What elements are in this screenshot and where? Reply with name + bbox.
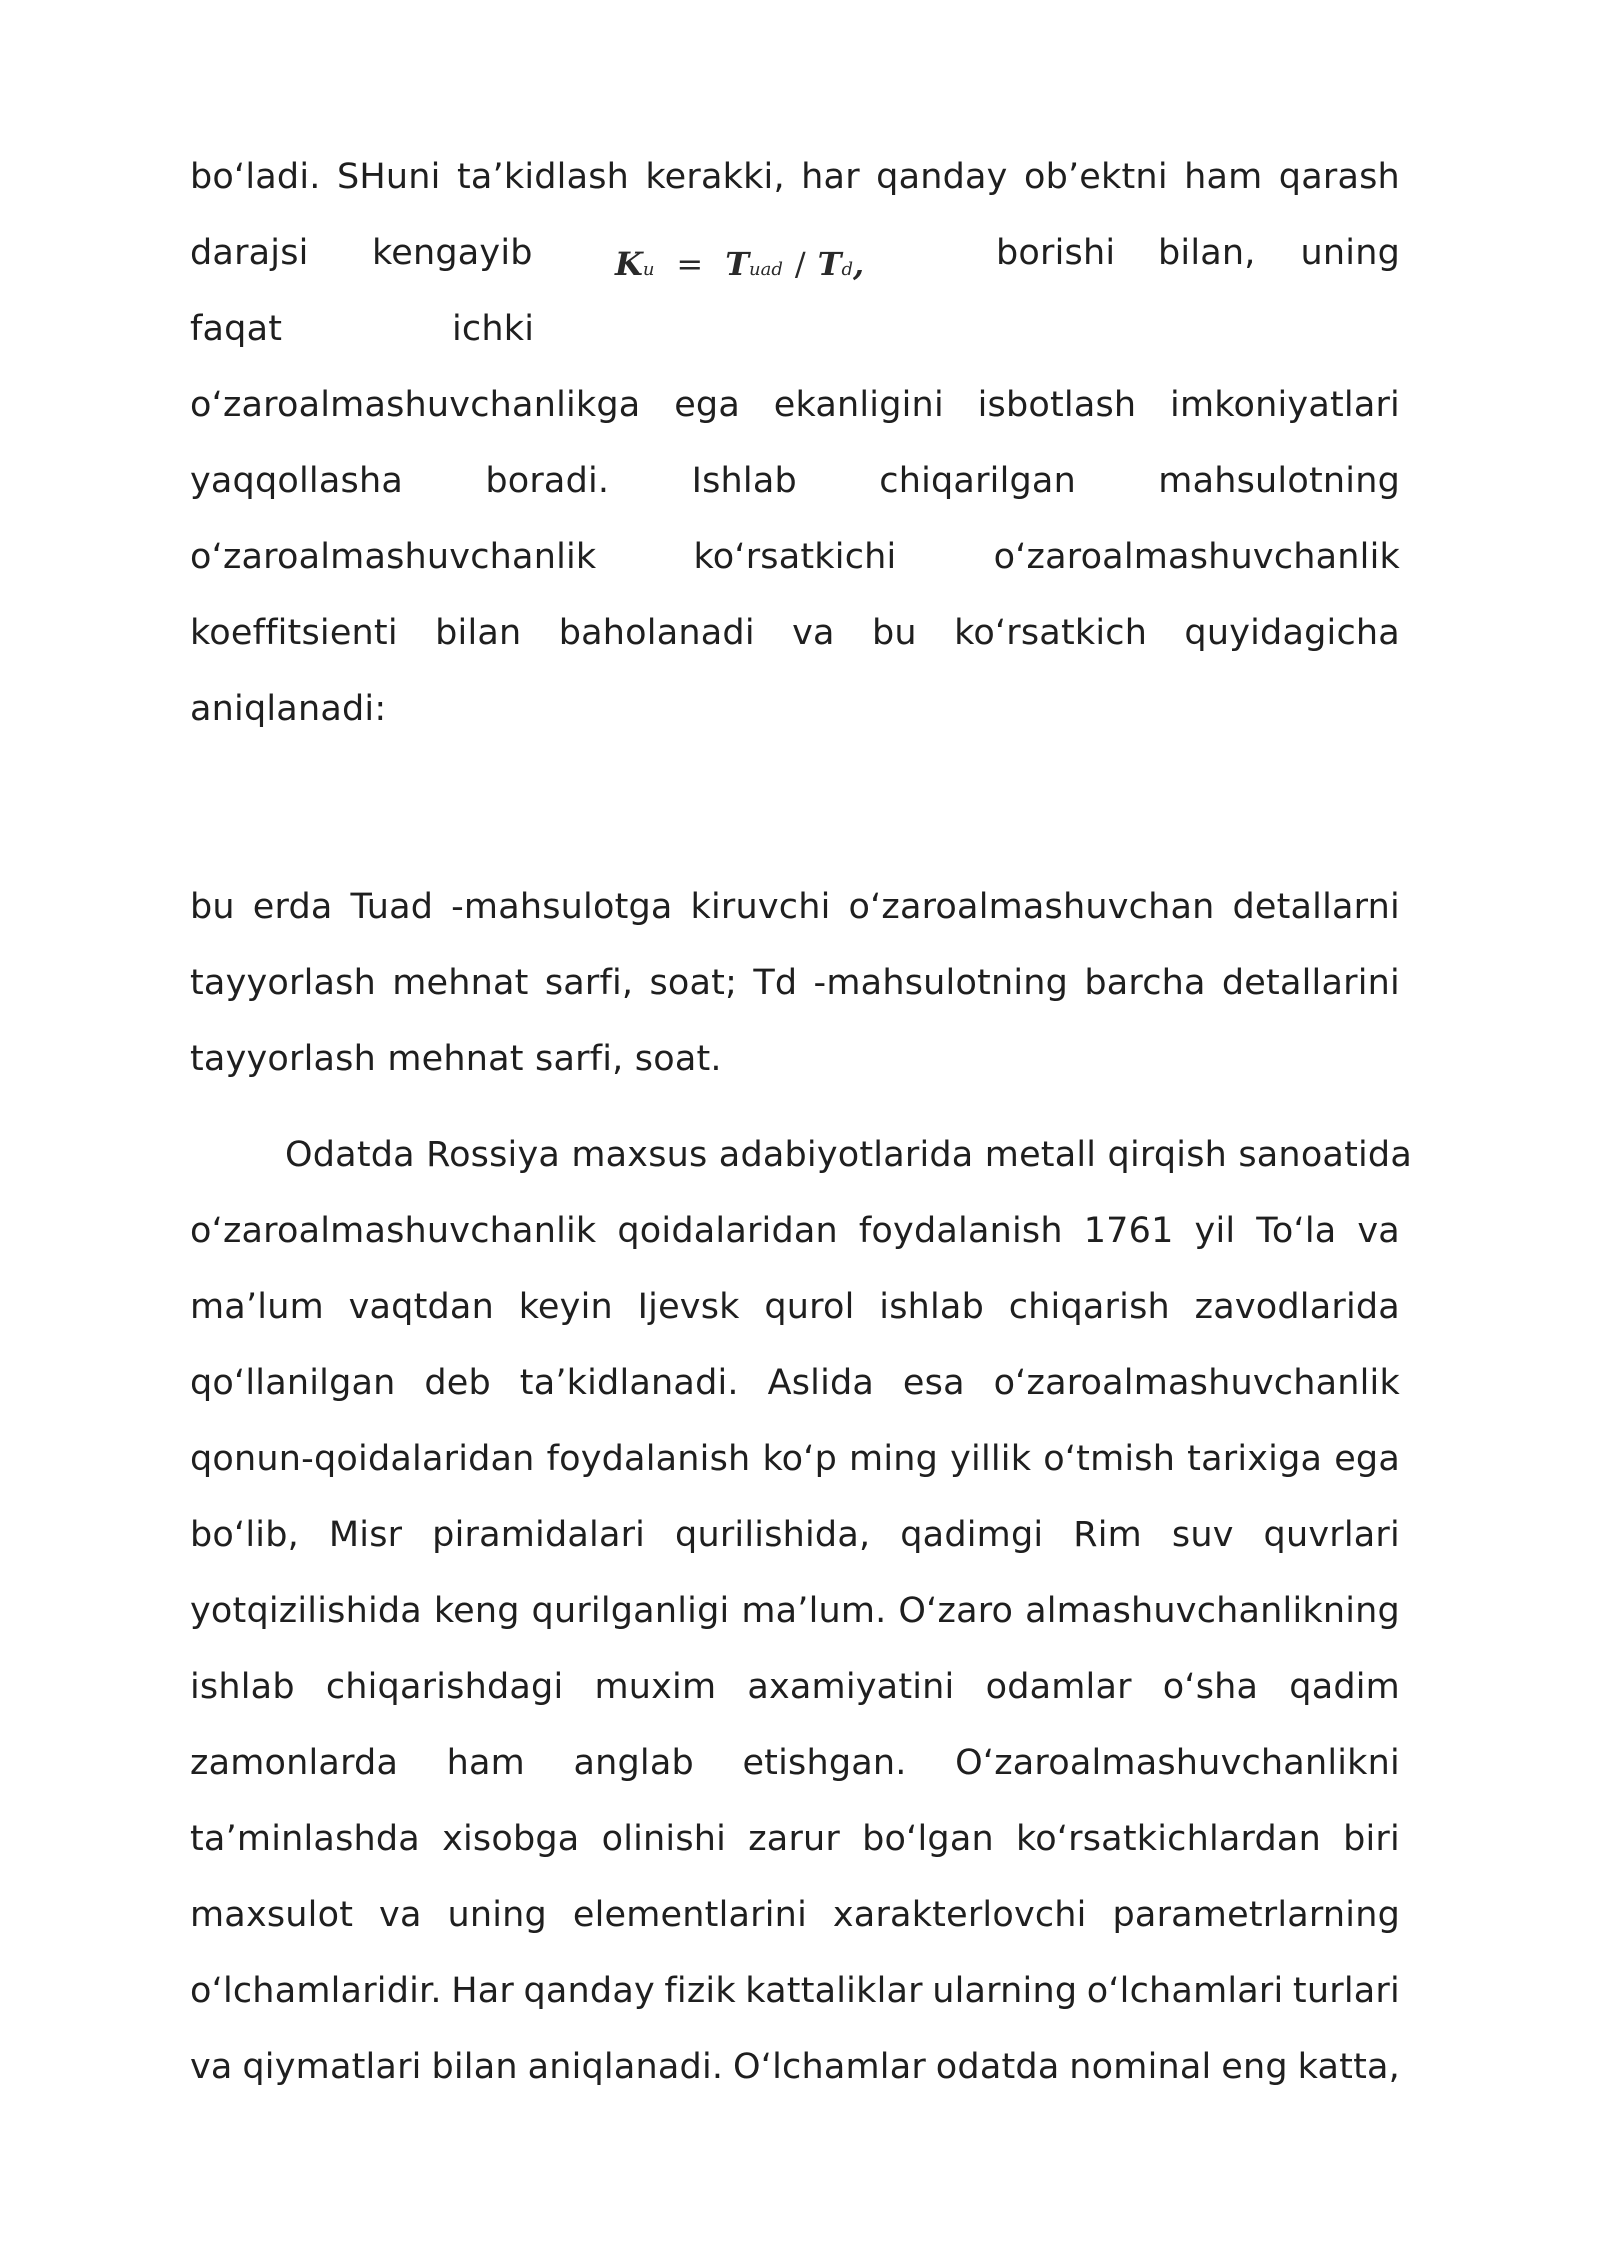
word: tayyorlash — [190, 963, 376, 1003]
word: vaqtdan — [348, 1287, 494, 1327]
word: O‘zaro — [898, 1591, 1014, 1631]
word: isbotlash — [977, 385, 1137, 425]
text-line — [190, 291, 1400, 367]
word: qurilganligi — [531, 1591, 730, 1631]
word: muxim — [594, 1667, 717, 1707]
word: soat; — [649, 963, 738, 1003]
text-line — [190, 1421, 1400, 1497]
word: qanday — [523, 1971, 655, 2011]
word: o‘lchamlari — [1086, 1971, 1284, 2011]
word: yaqqollasha — [190, 461, 403, 501]
word: ob’ektni — [1023, 157, 1168, 197]
word: chiqarishdagi — [325, 1667, 564, 1707]
word: qadimgi — [900, 1515, 1044, 1555]
text-line — [190, 1021, 1400, 1097]
word: O‘lchamlar — [733, 2047, 926, 2087]
word: darajsi — [190, 233, 309, 273]
word: suv — [1171, 1515, 1234, 1555]
word: va — [792, 613, 835, 653]
word: Ishlab — [691, 461, 797, 501]
word: mahsulotning — [1158, 461, 1400, 501]
word: odatda — [935, 2047, 1060, 2087]
formula-slash: / — [794, 245, 806, 283]
word: o‘sha — [1162, 1667, 1259, 1707]
word: o‘zaroalmashuvchanlik — [993, 1363, 1400, 1403]
word: yil — [1194, 1211, 1236, 1251]
word: va — [190, 2047, 233, 2087]
word: esa — [902, 1363, 965, 1403]
text-line — [190, 1649, 1400, 1725]
word: kattaliklar — [745, 1971, 923, 2011]
word: qoidalaridan — [617, 1211, 838, 1251]
word: anglab — [573, 1743, 694, 1783]
formula-k: K — [615, 245, 643, 283]
text-line — [285, 1117, 1412, 1193]
word: bo‘lgan — [862, 1819, 994, 1859]
word: 1761 — [1083, 1211, 1174, 1251]
word: bilan — [431, 2047, 518, 2087]
word: sarfi, — [544, 963, 634, 1003]
word: bilan — [435, 613, 522, 653]
word: Har — [451, 1971, 514, 2011]
text-line — [190, 1193, 1400, 1269]
word: bu — [190, 887, 235, 927]
word: qadim — [1289, 1667, 1400, 1707]
word: faqat — [190, 309, 283, 349]
word: bo‘ladi. — [190, 157, 321, 197]
formula-equals: = — [676, 245, 704, 283]
word: bilan, — [1158, 233, 1256, 273]
word: To‘la — [1256, 1211, 1337, 1251]
word: qurilishida, — [675, 1515, 871, 1555]
word: turlari — [1292, 1971, 1400, 2011]
word: parametrlarning — [1112, 1895, 1400, 1935]
word: ta’minlashda — [190, 1819, 420, 1859]
word: bo‘lib, — [190, 1515, 299, 1555]
word: Rim — [1073, 1515, 1142, 1555]
word: ichki — [452, 309, 535, 349]
word: quvrlari — [1263, 1515, 1400, 1555]
word: bu — [871, 613, 917, 653]
word: koeffitsienti — [190, 613, 398, 653]
word: kengayib — [372, 233, 533, 273]
text-line — [190, 1877, 1400, 1953]
formula-t1: T — [725, 245, 750, 283]
word: aniqlanadi. — [527, 2047, 724, 2087]
word: Td — [753, 963, 798, 1003]
word: zarur — [748, 1819, 840, 1859]
word: katta, — [1297, 2047, 1400, 2087]
word: axamiyatini — [747, 1667, 955, 1707]
word: foydalanish — [858, 1211, 1063, 1251]
word: o‘zaroalmashuvchanlikga — [190, 385, 641, 425]
word: ega — [1334, 1439, 1400, 1479]
text-line — [190, 1573, 1400, 1649]
word: detallarni — [1232, 887, 1400, 927]
word: o‘lchamlaridir. — [190, 1971, 442, 2011]
word: o‘zaroalmashuvchanlik — [993, 537, 1400, 577]
formula-t2-sub: d — [841, 259, 854, 280]
word: qanday — [876, 157, 1008, 197]
word: Misr — [328, 1515, 403, 1555]
word: ishlab — [190, 1667, 295, 1707]
word: xarakterlovchi — [832, 1895, 1087, 1935]
word: fizik — [664, 1971, 736, 2011]
word: baholanadi — [558, 613, 755, 653]
text-line — [190, 139, 1400, 215]
word: uning — [1300, 233, 1400, 273]
word: tarixiga — [1187, 1439, 1323, 1479]
formula — [615, 245, 864, 295]
word: keng — [433, 1591, 520, 1631]
word: Ijevsk — [637, 1287, 740, 1327]
text-line — [190, 1269, 1400, 1345]
word: imkoniyatlari — [1170, 385, 1400, 425]
word: ekanligini — [773, 385, 944, 425]
word: eng — [1221, 2047, 1288, 2087]
word: zamonlarda — [190, 1743, 399, 1783]
word: Tuad — [350, 887, 434, 927]
word: -mahsulotning — [813, 963, 1069, 1003]
word: ishlab — [879, 1287, 984, 1327]
word: har — [801, 157, 860, 197]
formula-t2: T — [817, 245, 842, 283]
word: chiqarilgan — [879, 461, 1076, 501]
word: Odatda Rossiya maxsus adabiyotlarida metall qirqish sanoatida — [285, 1135, 1412, 1175]
word: ta’kidlanadi. — [519, 1363, 739, 1403]
word: kiruvchi — [690, 887, 831, 927]
word: qiymatlari — [242, 2047, 422, 2087]
text-line — [190, 1725, 1400, 1801]
word: va — [1357, 1211, 1400, 1251]
text-line — [190, 519, 1400, 595]
word: ma’lum. — [741, 1591, 887, 1631]
word: kerakki, — [645, 157, 785, 197]
word: keyin — [518, 1287, 613, 1327]
word: erda — [252, 887, 333, 927]
word: quyidagicha — [1184, 613, 1400, 653]
word: va — [379, 1895, 422, 1935]
word: ham — [1184, 157, 1263, 197]
text-line — [190, 869, 1400, 945]
text-line — [190, 1801, 1400, 1877]
word: almashuvchanlikning — [1025, 1591, 1400, 1631]
word: o‘zaroalmashuvchan — [848, 887, 1215, 927]
word: o‘zaroalmashuvchanlik — [190, 537, 597, 577]
word: detallarini — [1221, 963, 1400, 1003]
word: Aslida — [767, 1363, 875, 1403]
word: o‘zaroalmashuvchanlik — [190, 1211, 597, 1251]
word: ko‘p — [762, 1439, 838, 1479]
word: zavodlarida — [1194, 1287, 1400, 1327]
word: ma’lum — [190, 1287, 324, 1327]
word: ko‘rsatkichi — [693, 537, 897, 577]
word: mehnat — [392, 963, 529, 1003]
word: ega — [674, 385, 741, 425]
word: qo‘llanilgan — [190, 1363, 396, 1403]
text-line — [190, 671, 1400, 747]
text-line — [190, 2029, 1400, 2105]
word: ularning — [932, 1971, 1078, 2011]
text-line — [190, 945, 1400, 1021]
word: odamlar — [985, 1667, 1132, 1707]
word: o‘tmish — [1043, 1439, 1176, 1479]
word: SHuni — [336, 157, 441, 197]
text-line — [190, 443, 1400, 519]
word: ming — [849, 1439, 939, 1479]
word: yotqizilishida — [190, 1591, 422, 1631]
word: foydalanish — [546, 1439, 751, 1479]
word: ta’kidlash — [456, 157, 630, 197]
word: olinishi — [601, 1819, 727, 1859]
text-line — [190, 1345, 1400, 1421]
word: nominal — [1069, 2047, 1212, 2087]
text-line — [190, 1497, 1400, 1573]
word: O‘zaroalmashuvchanlikni — [955, 1743, 1400, 1783]
text-line — [190, 595, 1400, 671]
word: qurol — [764, 1287, 855, 1327]
word: boradi. — [485, 461, 610, 501]
word: ko‘rsatkich — [954, 613, 1148, 653]
word: tayyorlash mehnat sarfi, soat. — [190, 1039, 722, 1079]
word: deb — [424, 1363, 491, 1403]
word: uning — [447, 1895, 547, 1935]
word: elementlarini — [572, 1895, 807, 1935]
word: ko‘rsatkichlardan — [1015, 1819, 1321, 1859]
word: chiqarish — [1008, 1287, 1170, 1327]
formula-k-sub: u — [642, 259, 655, 280]
word: biri — [1343, 1819, 1400, 1859]
word: qonun-qoidalaridan — [190, 1439, 535, 1479]
word: yillik — [950, 1439, 1032, 1479]
text-line — [190, 1953, 1400, 2029]
word: ham — [446, 1743, 525, 1783]
formula-tail: , — [853, 245, 865, 283]
word: piramidalari — [432, 1515, 646, 1555]
word: etishgan. — [742, 1743, 907, 1783]
word: aniqlanadi: — [190, 689, 387, 729]
word: xisobga — [442, 1819, 580, 1859]
word: -mahsulotga — [451, 887, 673, 927]
formula-t1-sub: uad — [749, 259, 783, 280]
word: maxsulot — [190, 1895, 354, 1935]
text-line — [190, 367, 1400, 443]
word: qarash — [1278, 157, 1400, 197]
word: barcha — [1084, 963, 1206, 1003]
word: borishi — [996, 233, 1116, 273]
